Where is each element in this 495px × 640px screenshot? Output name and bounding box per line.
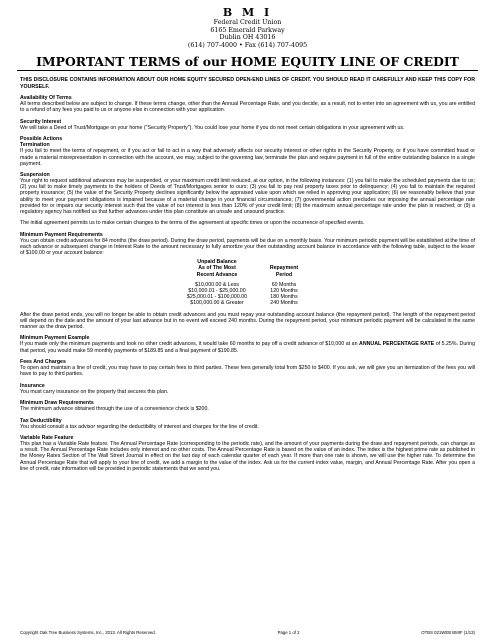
table-header-period-2: Period	[275, 271, 293, 278]
table-cell-period: 120 Months	[270, 287, 298, 294]
min-payment-heading: Minimum Payment Requirements	[20, 231, 103, 238]
fees-heading: Fees And Charges	[20, 358, 66, 365]
document-body	[20, 77, 475, 472]
table-header-balance-2: As of The Most	[198, 265, 236, 272]
letterhead	[0, 6, 495, 49]
table-cell-balance: $10,000.00 & Less	[195, 281, 239, 288]
intro-disclosure: THIS DISCLOSURE CONTAINS INFORMATION ABOUT OUR HOME EQUITY SECURED OPEN-END LINES OF CREDIT. YOU SHOULD READ IT CAREFULLY AND KEEP THIS COPY FOR YOURSELF.	[20, 77, 475, 90]
suspension-text: Your right to request additional advances may be suspended, or your maximum credit limit reduced, at our option, in the following instances: (1) you fail to make the scheduled payments due to us; (2) you fail to make timely payments to the holders of Deeds of Trust/Mortgages senior to ours; (3) you fail to pay real property taxes prior to delinquency; (4) you fail to maintain the required property insurance; (5) the value of the Security Property declines significantly below the appraised value upon which we relied in approving your application; (6) we reasonably believe that your ability to meet your payment obligations is impaired because of a material change in your financial circumstances; (7) governmental action precludes our imposing the annual percentage rate provided for or impairs our security interest such that the value of our interest is less than 120% of your credit limit; (8) the maximum annual percentage rate under the plan is reached; or (9) a regulatory agency has notified us that further advances under this plan constitute an unsafe and unsound practice.	[20, 178, 475, 215]
org-name: B M I	[222, 6, 273, 19]
page-number: Page 1 of 2	[277, 630, 300, 635]
page-footer	[20, 630, 475, 635]
table-cell-period: 180 Months	[270, 294, 298, 301]
min-draw-heading: Minimum Draw Requirements	[20, 400, 94, 406]
variable-rate-text: This plan has a Variable Rate feature. The Annual Percentage Rate (corresponding to the periodic rate), and the amount of your payments during the draw and repayment periods, can change as a result. The Annual Percentage Rate includes only interest and no other costs. The Annual Percentage Rate is based on the value of an index. The index is the highest prime rate as published in the Money Rates Section of The Wall Street Journal in effect on the last day of each calendar quarter of each year. If more than one rate is shown, we will use the higher rate. To determine the Annual Percentage Rate that will apply to your line of credit, we add a margin to the value of the index. Ask us for the current index value, margin, and Annual Percentage Rate. After you open a line of credit, rate information will be provided in periodic statements that we send you.	[20, 441, 475, 472]
apr-term: ANNUAL PERCENTAGE RATE	[359, 341, 435, 348]
min-draw-text: The minimum advance obtained through the use of a convenience check is $200.	[20, 406, 209, 413]
table-header-balance-3: Recent Advance	[196, 271, 238, 278]
availability-heading: Availability Of Terms	[20, 94, 72, 101]
table-cell-balance: $25,000.01 - $100,000.00	[186, 294, 248, 301]
copyright-notice: Copyright Oak Tree Business Systems, Inc., 2013. All Rights Reserved.	[20, 630, 156, 635]
table-cell-period: 60 Months	[271, 281, 297, 288]
table-cell-balance: $100,000.00 & Greater	[190, 300, 244, 307]
termination-text: If you fail to meet the terms of repayment, or if you act or fail to act in a way that adversely affects our security interest or other rights in the Security Property, or if you have committed fraud or made a material misrepresentation in connection with the account, we may, subject to the governing law, terminate the plan and require payment in full of the entire outstanding balance in a single payment.	[20, 148, 475, 167]
repayment-table	[20, 259, 475, 306]
table-header-period-1: Repayment	[269, 265, 299, 272]
table-cell-period: 240 Months	[270, 300, 298, 307]
document-title: IMPORTANT TERMS of our HOME EQUITY LINE OF CREDIT	[36, 54, 459, 70]
fees-text: To open and maintain a line of credit, you may have to pay certain fees to third parties. These fees generally total from $250 to $400. If you ask, we will give you an itemization of the fees you will have to pay to third parties.	[20, 365, 475, 378]
suspension-heading: Suspension	[20, 172, 50, 178]
table-header-balance-1: Unpaid Balance	[197, 259, 237, 266]
insurance-text: You must carry insurance on the property that secures this plan.	[20, 388, 169, 395]
min-payment-text: You can obtain credit advances for 84 months (the draw period). During the draw period, payments will be due on a monthly basis. Your minimum periodic payment will be established at the time of each advance or subsequent change in Interest Rate to the amount necessary to fully amortize your then outstanding account balance in accordance with the following table, subject to the lesser of $100.00 or your account balance:	[20, 237, 475, 257]
org-subtitle: Federal Credit Union	[213, 19, 282, 26]
title-divider	[17, 70, 478, 71]
initial-agreement-text: The initial agreement permits us to make certain changes to the terms of the agreement at specific times or upon the occurrence of specified events.	[20, 220, 365, 227]
after-draw-text: After the draw period ends, you will no longer be able to obtain credit advances and you must repay your outstanding account balance (the repayment period). The length of the repayment period will depend on the date and the amount of your last advance but in no event will exceed 240 months. During the repayment period, your minimum periodic payment will be calculated in the same manner as the draw period.	[20, 311, 475, 330]
min-payment-example-heading: Minimum Payment Example	[20, 335, 90, 342]
security-heading: Security Interest	[20, 118, 62, 125]
termination-heading: Termination	[20, 142, 50, 149]
variable-rate-heading: Variable Rate Feature	[20, 435, 74, 441]
tax-text: You should consult a tax advisor regarding the deductibility of interest and charges for the line of credit.	[20, 423, 259, 430]
tax-heading: Tax Deductibility	[20, 417, 62, 424]
security-text: We will take a Deed of Trust/Mortgage on your home ("Security Property"). You could lose your home if you do not meet certain obligations in your agreement with us.	[20, 124, 405, 131]
insurance-heading: Insurance	[20, 382, 45, 389]
phone-fax: (614) 707-4000 • Fax (614) 707-4095	[187, 41, 308, 49]
min-payment-example-text: If you made only the minimum payments and took no other credit advances, it would take 60 months to pay off a credit advance of $10,000 at an ANNUAL PERCENTAGE RATE of 5.25%. During that period, you would make 59 monthly payments of $189.85 and a final payment of $190.85.	[20, 341, 475, 354]
address-line-1: 6165 Emerald Parkway	[210, 26, 285, 34]
form-id: OTBS 021WEB BMIF (1/13)	[421, 630, 475, 635]
availability-text: All terms described below are subject to change. If these terms change, other than the Annual Percentage Rate, and you decide, as a result, not to enter into an agreement with us, you are entitled to a refund of any fees you paid to us or anyone else in connection with your application.	[20, 101, 475, 114]
address-line-2: Dublin OH 43016	[219, 34, 276, 42]
table-cell-balance: $10,000.01 - $25,000.00	[188, 287, 246, 294]
possible-actions-heading: Possible Actions	[20, 136, 63, 143]
